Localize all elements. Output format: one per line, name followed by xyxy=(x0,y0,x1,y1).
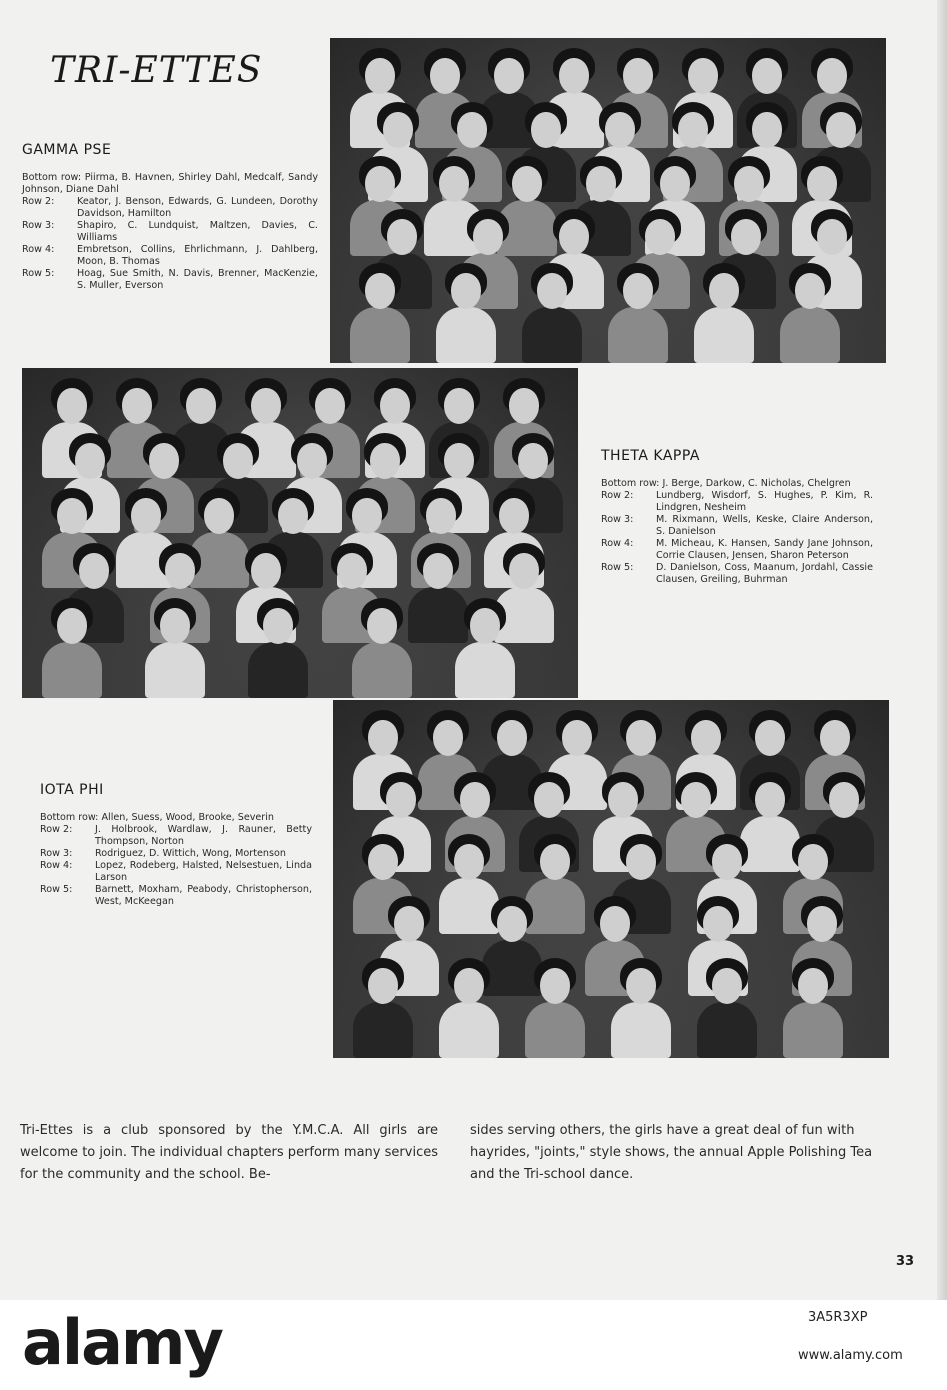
caption-bottom-row xyxy=(40,812,312,824)
figure-face xyxy=(755,720,785,756)
figure-face xyxy=(278,498,308,534)
figure-face xyxy=(709,273,739,309)
figure-face xyxy=(562,720,592,756)
figure-face xyxy=(712,844,742,880)
figure-face xyxy=(370,443,400,479)
figure-body xyxy=(248,642,308,698)
figure-face xyxy=(368,968,398,1004)
figure-face xyxy=(423,553,453,589)
row-names: Rodriguez, D. Wittich, Wong, Mortenson xyxy=(95,848,286,859)
figure-body xyxy=(608,307,668,363)
figure-face xyxy=(755,782,785,818)
figure-face xyxy=(752,58,782,94)
figure-face xyxy=(626,844,656,880)
photo-figure xyxy=(352,598,412,698)
photo-figure xyxy=(525,958,585,1058)
figure-face xyxy=(678,112,708,148)
figure-face xyxy=(430,58,460,94)
figure-face xyxy=(380,388,410,424)
figure-face xyxy=(315,388,345,424)
photo-figure xyxy=(248,598,308,698)
caption-row xyxy=(22,220,318,244)
figure-face xyxy=(149,443,179,479)
iota-phi-caption xyxy=(40,812,312,908)
photo-figure xyxy=(780,263,840,363)
figure-body xyxy=(439,1002,499,1058)
row-names: Keator, J. Benson, Edwards, G. Lundeen, Dorothy Davidson, Hamilton xyxy=(77,196,318,219)
figure-face xyxy=(263,608,293,644)
figure-body xyxy=(350,307,410,363)
figure-face xyxy=(160,608,190,644)
caption-row xyxy=(601,490,873,514)
photo-figure xyxy=(608,263,668,363)
figure-face xyxy=(540,968,570,1004)
figure-face xyxy=(586,166,616,202)
figure-face xyxy=(426,498,456,534)
figure-body xyxy=(353,1002,413,1058)
figure-face xyxy=(645,219,675,255)
figure-face xyxy=(439,166,469,202)
figure-face xyxy=(807,906,837,942)
figure-body xyxy=(525,1002,585,1058)
photo-figure xyxy=(145,598,205,698)
caption-bottom-row xyxy=(601,478,873,490)
row-label: Row 2: xyxy=(40,824,73,835)
figure-face xyxy=(454,968,484,1004)
caption-row xyxy=(40,848,312,860)
caption-row xyxy=(40,884,312,908)
figure-face xyxy=(509,553,539,589)
photo-figure xyxy=(783,958,843,1058)
photo-figure xyxy=(694,263,754,363)
figure-body xyxy=(145,642,205,698)
figure-face xyxy=(444,443,474,479)
row-label: Row 2: xyxy=(22,196,55,207)
figure-body xyxy=(611,1002,671,1058)
figure-face xyxy=(394,906,424,942)
row-names: Lopez, Rodeberg, Halsted, Nelsestuen, Linda Larson xyxy=(95,860,312,883)
figure-face xyxy=(626,968,656,1004)
watermark-logo: alamy xyxy=(22,1306,222,1379)
theta-kappa-heading: THETA KAPPA xyxy=(601,448,700,464)
figure-face xyxy=(297,443,327,479)
bottom-row-label: Bottom row: xyxy=(601,478,660,489)
figure-face xyxy=(826,112,856,148)
row-names: M. Rixmann, Wells, Keske, Claire Anderson, S. Danielson xyxy=(656,514,873,537)
figure-face xyxy=(829,782,859,818)
figure-face xyxy=(518,443,548,479)
figure-face xyxy=(57,498,87,534)
figure-body xyxy=(780,307,840,363)
figure-face xyxy=(386,782,416,818)
figure-face xyxy=(337,553,367,589)
caption-row xyxy=(601,514,873,538)
figure-body xyxy=(352,642,412,698)
figure-face xyxy=(807,166,837,202)
figure-face xyxy=(798,844,828,880)
figure-face xyxy=(559,219,589,255)
figure-face xyxy=(352,498,382,534)
figure-face xyxy=(444,388,474,424)
row-names: Barnett, Moxham, Peabody, Christopherson, West, McKeegan xyxy=(95,884,312,907)
figure-face xyxy=(600,906,630,942)
row-label: Row 5: xyxy=(40,884,73,895)
row-names: Shapiro, C. Lundquist, Maltzen, Davies, C. Williams xyxy=(77,220,318,243)
figure-face xyxy=(122,388,152,424)
figure-face xyxy=(365,58,395,94)
figure-face xyxy=(703,906,733,942)
figure-face xyxy=(623,58,653,94)
figure-face xyxy=(473,219,503,255)
figure-face xyxy=(540,844,570,880)
gamma-pse-group-photo xyxy=(330,38,886,363)
row-label: Row 5: xyxy=(601,562,634,573)
theta-kappa-caption xyxy=(601,478,873,586)
row-label: Row 3: xyxy=(601,514,634,525)
figure-face xyxy=(387,219,417,255)
photo-figure xyxy=(455,598,515,698)
row-label: Row 3: xyxy=(40,848,73,859)
figure-face xyxy=(433,720,463,756)
row-label: Row 2: xyxy=(601,490,634,501)
gamma-pse-heading: GAMMA PSE xyxy=(22,142,112,158)
figure-face xyxy=(534,782,564,818)
figure-face xyxy=(531,112,561,148)
figure-face xyxy=(795,273,825,309)
figure-face xyxy=(626,720,656,756)
page-number: 33 xyxy=(896,1254,915,1269)
photo-figure xyxy=(350,263,410,363)
bottom-row-names: Piirma, B. Havnen, Shirley Dahl, Medcalf, Sandy Johnson, Diane Dahl xyxy=(22,172,318,195)
figure-face xyxy=(688,58,718,94)
figure-face xyxy=(817,58,847,94)
figure-body xyxy=(697,1002,757,1058)
figure-face xyxy=(79,553,109,589)
figure-face xyxy=(367,608,397,644)
figure-body xyxy=(455,642,515,698)
row-label: Row 5: xyxy=(22,268,55,279)
figure-face xyxy=(57,608,87,644)
figure-face xyxy=(691,720,721,756)
photo-figure xyxy=(439,958,499,1058)
row-names: D. Danielson, Coss, Maanum, Jordahl, Cassie Clausen, Greiling, Buhrman xyxy=(656,562,873,585)
page-edge xyxy=(937,0,947,1300)
caption-row xyxy=(22,244,318,268)
iota-phi-group-photo xyxy=(333,700,889,1058)
figure-face xyxy=(57,388,87,424)
figure-face xyxy=(368,844,398,880)
figure-face xyxy=(365,273,395,309)
gamma-pse-caption xyxy=(22,172,318,292)
figure-face xyxy=(499,498,529,534)
photo-figure xyxy=(42,598,102,698)
body-text-column-1: Tri-Ettes is a club sponsored by the Y.M.C.A. All girls are welcome to join. The individual chapters perform many services for the community and the school. Be- xyxy=(20,1123,438,1182)
photo-figure xyxy=(522,263,582,363)
figure-face xyxy=(512,166,542,202)
figure-face xyxy=(368,720,398,756)
caption-row xyxy=(601,538,873,562)
page-title: TRI-ETTES xyxy=(50,50,263,91)
photo-figure xyxy=(436,263,496,363)
figure-face xyxy=(731,219,761,255)
figure-face xyxy=(383,112,413,148)
caption-row xyxy=(22,268,318,292)
figure-face xyxy=(509,388,539,424)
caption-row xyxy=(22,196,318,220)
caption-row xyxy=(601,562,873,586)
figure-face xyxy=(734,166,764,202)
figure-face xyxy=(497,720,527,756)
figure-face xyxy=(365,166,395,202)
figure-face xyxy=(223,443,253,479)
row-label: Row 4: xyxy=(601,538,634,549)
figure-face xyxy=(204,498,234,534)
bottom-row-label: Bottom row: xyxy=(22,172,82,183)
row-names: Embretson, Collins, Ehrlichmann, J. Dahlberg, Moon, B. Thomas xyxy=(77,244,318,267)
watermark-image-id: 3A5R3XP xyxy=(808,1310,868,1325)
figure-face xyxy=(186,388,216,424)
figure-face xyxy=(712,968,742,1004)
figure-face xyxy=(457,112,487,148)
row-names: Hoag, Sue Smith, N. Davis, Brenner, MacKenzie, S. Muller, Everson xyxy=(77,268,318,291)
figure-body xyxy=(694,307,754,363)
figure-face xyxy=(494,58,524,94)
figure-face xyxy=(605,112,635,148)
bottom-row-names: J. Berge, Darkow, C. Nicholas, Chelgren xyxy=(662,478,851,489)
photo-figure xyxy=(353,958,413,1058)
figure-face xyxy=(820,720,850,756)
figure-face xyxy=(251,388,281,424)
caption-bottom-row xyxy=(22,172,318,196)
photo-figure xyxy=(697,958,757,1058)
photo-figure xyxy=(611,958,671,1058)
row-label: Row 3: xyxy=(22,220,55,231)
figure-face xyxy=(454,844,484,880)
figure-face xyxy=(559,58,589,94)
figure-face xyxy=(608,782,638,818)
row-names: M. Micheau, K. Hansen, Sandy Jane Johnson, Corrie Clausen, Jensen, Sharon Peterson xyxy=(656,538,873,561)
theta-kappa-group-photo xyxy=(22,368,578,698)
iota-phi-heading: IOTA PHI xyxy=(40,782,104,798)
watermark-bar xyxy=(0,1300,947,1390)
figure-face xyxy=(497,906,527,942)
figure-face xyxy=(470,608,500,644)
figure-face xyxy=(752,112,782,148)
row-names: J. Holbrook, Wardlaw, J. Rauner, Betty Thompson, Norton xyxy=(95,824,312,847)
figure-face xyxy=(451,273,481,309)
figure-face xyxy=(251,553,281,589)
row-label: Row 4: xyxy=(40,860,73,871)
figure-face xyxy=(817,219,847,255)
row-label: Row 4: xyxy=(22,244,55,255)
figure-face xyxy=(537,273,567,309)
row-names: Lundberg, Wisdorf, S. Hughes, P. Kim, R. Lindgren, Nesheim xyxy=(656,490,873,513)
caption-row xyxy=(40,860,312,884)
figure-body xyxy=(522,307,582,363)
watermark-url: www.alamy.com xyxy=(798,1348,903,1363)
bottom-row-label: Bottom row: xyxy=(40,812,99,823)
figure-face xyxy=(165,553,195,589)
figure-body xyxy=(42,642,102,698)
figure-face xyxy=(131,498,161,534)
figure-face xyxy=(798,968,828,1004)
figure-face xyxy=(623,273,653,309)
figure-body xyxy=(783,1002,843,1058)
figure-face xyxy=(460,782,490,818)
bottom-row-names: Allen, Suess, Wood, Brooke, Severin xyxy=(101,812,274,823)
caption-row xyxy=(40,824,312,848)
figure-face xyxy=(660,166,690,202)
figure-body xyxy=(436,307,496,363)
figure-face xyxy=(681,782,711,818)
figure-face xyxy=(75,443,105,479)
body-text-column-2: sides serving others, the girls have a great deal of fun with hayrides, "joints," style shows, the annual Apple Polishing Tea and the Tri-school dance. xyxy=(470,1123,873,1182)
